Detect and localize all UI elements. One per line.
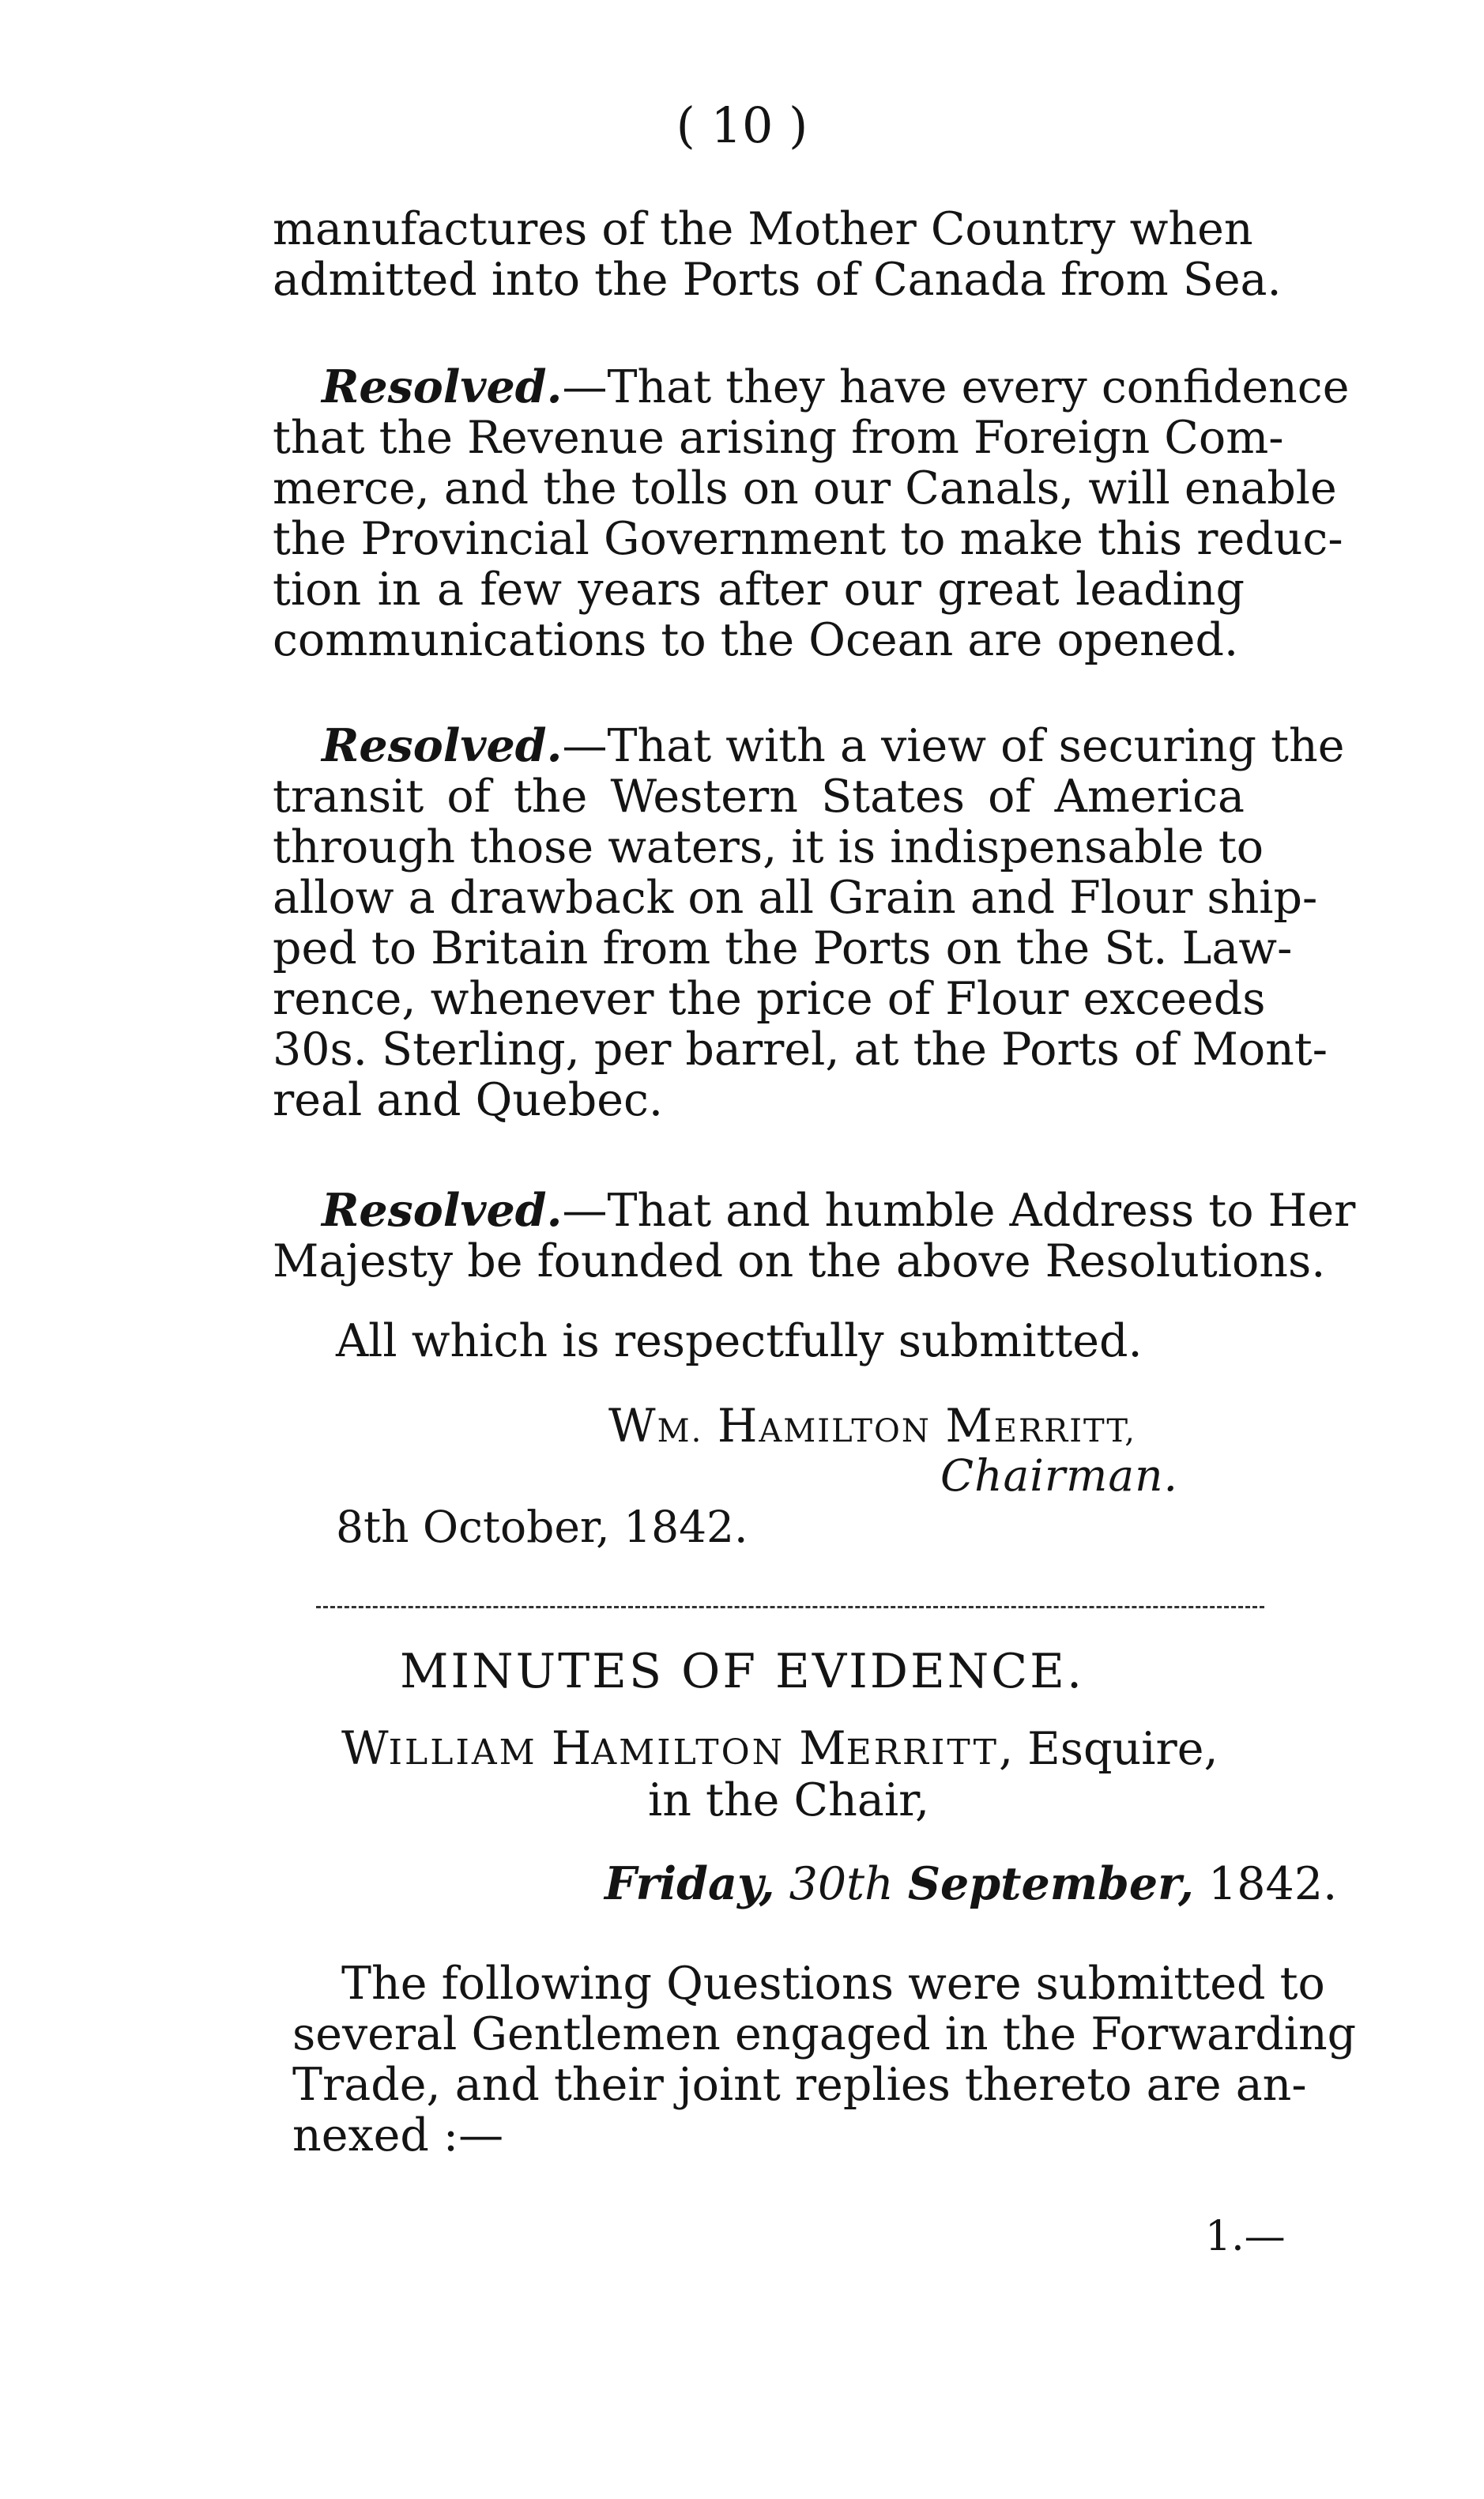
resolution-1 [273,360,1350,666]
text-line: through those waters, it is indispensable to [273,821,1264,873]
resolution-2 [273,719,1345,1126]
section-divider [316,1606,1264,1608]
text-line: the Provincial Government to make this reduc- [273,513,1343,565]
text-line: Majesty be founded on the above Resolutions. [273,1235,1326,1287]
text-line: nexed :— [292,2109,504,2162]
text-line: All which is respectfully submitted. [336,1315,1143,1367]
text-line: The following Questions were submitted to [341,1958,1325,2010]
resolved-label: Resolved. [322,360,563,413]
text-line: Trade, and their joint replies thereto are an- [292,2059,1307,2111]
resolution-text: —That and humble Address to Her [562,1185,1356,1237]
section-heading: MINUTES OF EVIDENCE. [399,1644,1085,1699]
report-date: 8th October, 1842. [336,1502,748,1552]
text-line: ped to Britain from the Ports on the St. Law- [273,922,1293,974]
closing-paragraph [292,1958,1357,2162]
text-line: admitted into the Ports of Canada from Sea. [273,254,1282,306]
catchword: 1.— [1205,2213,1286,2260]
intro-paragraph [273,203,1282,306]
text-line: manufactures of the Mother Country when [273,203,1253,255]
text-line: communications to the Ocean are opened. [273,614,1239,666]
text-line [273,360,1350,413]
text-line: merce, and the tolls on our Canals, will enable [273,462,1337,514]
submitted-line [273,1316,1245,1366]
signature-title: Chairman. [940,1450,1179,1501]
resolution-3 [273,1184,1356,1287]
text-line: 30s. Sterling, per barrel, at the Ports of Mont- [273,1023,1328,1076]
resolution-text: —That with a view of securing the [562,720,1345,772]
text-line: transit of the Western States of America [273,771,1245,823]
signature-name: WM. HAMILTON MERRITT, [608,1399,1136,1453]
chair-line-2: in the Chair, [648,1774,930,1826]
text-line: several Gentlemen engaged in the Forwarding [292,2008,1357,2060]
resolved-label: Resolved. [322,1184,563,1237]
text-line [273,1184,1356,1237]
text-line: real and Quebec. [273,1074,664,1126]
session-date: Friday, 30th September, 1842. [605,1857,1338,1910]
page-number: ( 10 ) [676,96,808,154]
text-line: rence, whenever the price of Flour exceeds [273,973,1266,1025]
resolved-label: Resolved. [322,719,563,772]
text-line: tion in a few years after our great leading [273,564,1245,616]
text-line: that the Revenue arising from Foreign Com- [273,412,1284,464]
text-line [273,719,1345,772]
text-line: allow a drawback on all Grain and Flour ship- [273,872,1318,924]
chair-line-1: WILLIAM HAMILTON MERRITT, Esquire, [341,1721,1218,1775]
resolution-text: —That they have every confidence [562,361,1350,413]
